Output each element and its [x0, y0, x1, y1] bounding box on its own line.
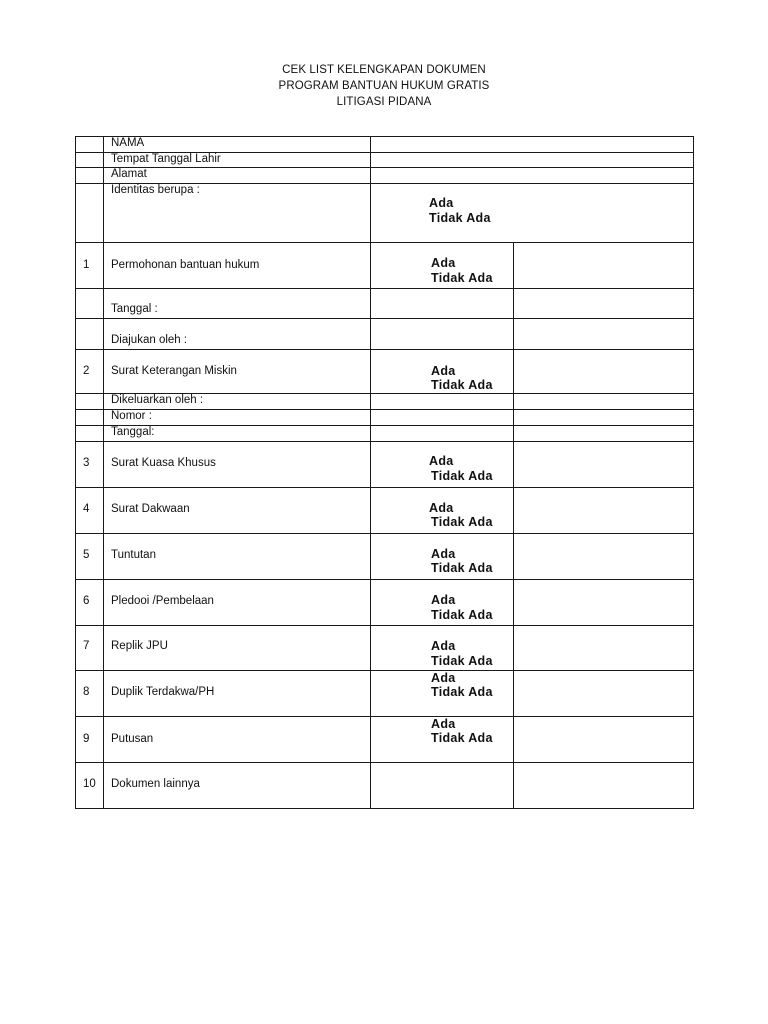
option-ada[interactable]: Ada: [431, 364, 456, 378]
label-cell: [104, 580, 371, 626]
label-nama: NAMA: [111, 137, 145, 149]
notes-cell[interactable]: [514, 534, 694, 580]
number-cell: [76, 442, 104, 488]
option-cell[interactable]: [371, 580, 514, 626]
label-cell: [104, 243, 371, 289]
label-cell: [104, 488, 371, 534]
option-cell[interactable]: [371, 717, 514, 763]
option-cell[interactable]: [371, 394, 514, 410]
option-tidak-ada[interactable]: Tidak Ada: [431, 561, 493, 575]
option-ada[interactable]: Ada: [429, 454, 454, 468]
number-cell: [76, 763, 104, 809]
number-cell: [76, 137, 104, 153]
option-cell[interactable]: [371, 289, 514, 319]
option-cell[interactable]: [371, 350, 514, 394]
option-ada[interactable]: Ada: [431, 256, 456, 270]
item-number: 8: [83, 686, 90, 698]
label-ttl: Tempat Tanggal Lahir: [111, 153, 221, 165]
notes-cell[interactable]: [514, 243, 694, 289]
number-cell: [76, 319, 104, 350]
option-tidak-ada[interactable]: Tidak Ada: [431, 469, 493, 483]
number-cell: [76, 534, 104, 580]
item-number: 9: [83, 733, 90, 745]
number-cell: [76, 626, 104, 671]
item-label: Tuntutan: [111, 549, 156, 561]
option-ada[interactable]: Ada: [431, 639, 456, 653]
notes-cell[interactable]: [514, 410, 694, 426]
row-ttl: [76, 153, 694, 168]
label-cell: [104, 168, 371, 184]
option-ada[interactable]: Ada: [431, 717, 456, 731]
row-nomor: [76, 410, 694, 426]
number-cell: [76, 488, 104, 534]
option-tidak-ada[interactable]: Tidak Ada: [431, 271, 493, 285]
number-cell: [76, 671, 104, 717]
item-label: Putusan: [111, 733, 154, 745]
number-cell: [76, 410, 104, 426]
row-tanggal-2: [76, 426, 694, 442]
row-item-9: [76, 717, 694, 763]
item-label: Duplik Terdakwa/PH: [111, 686, 215, 698]
option-ada[interactable]: Ada: [429, 501, 454, 515]
label-cell: [104, 442, 371, 488]
document-header: [0, 62, 768, 110]
number-cell: [76, 394, 104, 410]
title-line-3: LITIGASI PIDANA: [336, 96, 432, 108]
item-label: Dokumen lainnya: [111, 778, 200, 790]
option-tidak-ada[interactable]: Tidak Ada: [431, 685, 493, 699]
row-nama: [76, 137, 694, 153]
item-number: 10: [83, 778, 96, 790]
label-cell: [104, 137, 371, 153]
item-label: Dikeluarkan oleh :: [111, 394, 204, 406]
value-field-ttl[interactable]: [371, 153, 694, 168]
label-cell: [104, 319, 371, 350]
option-cell[interactable]: [371, 763, 514, 809]
notes-cell[interactable]: [514, 626, 694, 671]
label-cell: [104, 153, 371, 168]
label-cell: [104, 717, 371, 763]
row-item-1: [76, 243, 694, 289]
notes-cell[interactable]: [514, 442, 694, 488]
item-label: Surat Dakwaan: [111, 503, 190, 515]
label-cell: [104, 184, 371, 243]
notes-cell[interactable]: [514, 319, 694, 350]
option-cell[interactable]: [371, 426, 514, 442]
item-number: 1: [83, 259, 90, 271]
item-number: 4: [83, 503, 90, 515]
row-item-6: [76, 580, 694, 626]
item-label: Surat Kuasa Khusus: [111, 457, 216, 469]
notes-cell[interactable]: [514, 580, 694, 626]
option-cell[interactable]: [371, 243, 514, 289]
number-cell: [76, 243, 104, 289]
notes-cell[interactable]: [514, 394, 694, 410]
item-label: Tanggal :: [111, 303, 158, 315]
row-item-7: [76, 626, 694, 671]
item-label: Surat Keterangan Miskin: [111, 365, 237, 377]
label-cell: [104, 626, 371, 671]
number-cell: [76, 580, 104, 626]
row-item-3: [76, 442, 694, 488]
notes-cell[interactable]: [514, 763, 694, 809]
row-tanggal: [76, 289, 694, 319]
number-cell: [76, 184, 104, 243]
option-tidak-ada[interactable]: Tidak Ada: [431, 515, 493, 529]
row-dikeluarkan: [76, 394, 694, 410]
title-line-1: CEK LIST KELENGKAPAN DOKUMEN: [282, 64, 486, 76]
number-cell: [76, 350, 104, 394]
option-ada[interactable]: Ada: [431, 671, 456, 685]
row-item-2: [76, 350, 694, 394]
option-tidak-ada[interactable]: Tidak Ada: [431, 654, 493, 668]
number-cell: [76, 168, 104, 184]
item-label: Tanggal:: [111, 426, 155, 438]
item-label: Replik JPU: [111, 640, 168, 652]
option-cell[interactable]: [371, 319, 514, 350]
label-cell: [104, 350, 371, 394]
label-cell: [104, 289, 371, 319]
option-cell[interactable]: [371, 184, 694, 243]
number-cell: [76, 289, 104, 319]
label-cell: [104, 763, 371, 809]
option-ada[interactable]: Ada: [431, 547, 456, 561]
number-cell: [76, 153, 104, 168]
row-alamat: [76, 168, 694, 184]
option-cell[interactable]: [371, 442, 514, 488]
value-field-nama[interactable]: [371, 137, 694, 153]
number-cell: [76, 717, 104, 763]
value-field-alamat[interactable]: [371, 168, 694, 184]
item-number: 2: [83, 365, 90, 377]
row-identitas: [76, 184, 694, 243]
option-cell[interactable]: [371, 534, 514, 580]
row-item-4: [76, 488, 694, 534]
title-line-2: PROGRAM BANTUAN HUKUM GRATIS: [278, 80, 490, 92]
option-cell[interactable]: [371, 626, 514, 671]
notes-cell[interactable]: [514, 717, 694, 763]
notes-cell[interactable]: [514, 289, 694, 319]
item-label: Nomor :: [111, 410, 152, 422]
option-tidak-ada[interactable]: Tidak Ada: [431, 608, 493, 622]
row-item-5: [76, 534, 694, 580]
item-label: Permohonan bantuan hukum: [111, 259, 260, 271]
checklist-table: [75, 136, 694, 809]
label-cell: [104, 426, 371, 442]
label-cell: [104, 671, 371, 717]
row-item-10: [76, 763, 694, 809]
item-label: Diajukan oleh :: [111, 334, 188, 346]
label-cell: [104, 394, 371, 410]
label-cell: [104, 410, 371, 426]
row-diajukan: [76, 319, 694, 350]
item-label: Pledooi /Pembelaan: [111, 595, 214, 607]
notes-cell[interactable]: [514, 671, 694, 717]
item-number: 3: [83, 457, 90, 469]
label-identitas: Identitas berupa :: [111, 184, 200, 196]
notes-cell[interactable]: [514, 488, 694, 534]
row-item-8: [76, 671, 694, 717]
option-tidak-ada[interactable]: Tidak Ada: [431, 731, 493, 745]
option-ada[interactable]: Ada: [431, 593, 456, 607]
option-tidak-ada[interactable]: Tidak Ada: [431, 378, 493, 392]
item-number: 7: [83, 640, 90, 652]
option-tidak-ada[interactable]: Tidak Ada: [429, 211, 491, 225]
item-number: 6: [83, 595, 90, 607]
notes-cell[interactable]: [514, 426, 694, 442]
option-cell[interactable]: [371, 410, 514, 426]
option-cell[interactable]: [371, 488, 514, 534]
number-cell: [76, 426, 104, 442]
label-alamat: Alamat: [111, 168, 147, 180]
option-ada[interactable]: Ada: [429, 196, 454, 210]
notes-cell[interactable]: [514, 350, 694, 394]
label-cell: [104, 534, 371, 580]
option-cell[interactable]: [371, 671, 514, 717]
item-number: 5: [83, 549, 90, 561]
